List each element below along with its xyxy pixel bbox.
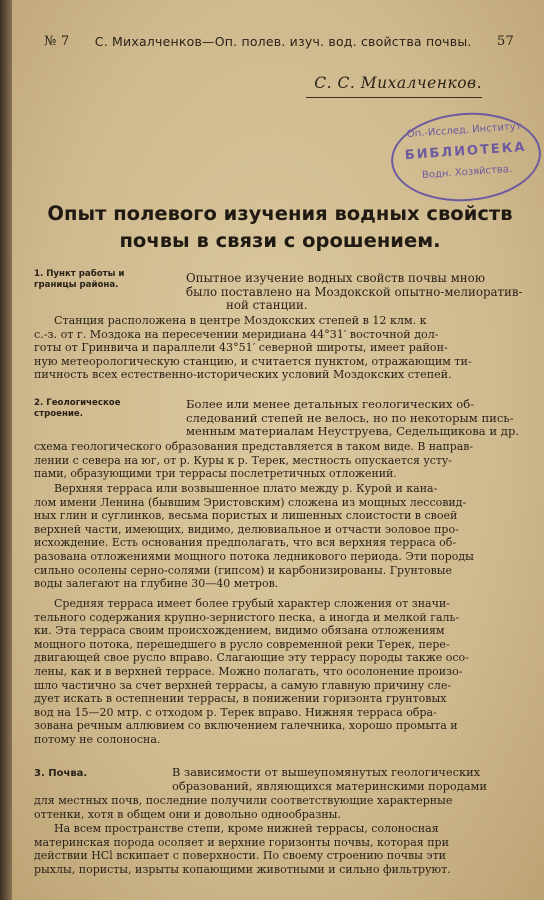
text-line: пичность всех естественно-исторических условий Моздокских степей. [34,368,452,382]
text-line: Средняя терраса имеет более грубый характер сложения от значи- [54,597,450,610]
paragraph-3b [34,440,514,481]
text-line: лены, как и в верхней террасе. Можно полагать, что осолонение произо- [34,664,463,678]
text-line: для местных почв, последние получили соответствующие характерные [34,794,453,807]
text-line: лении с севера на юг, от р. Куры к р. Терек, местность опускается усту- [34,453,452,467]
text-line: пами, образующими три террасы послетретичных отложений. [34,467,397,481]
text-line: ных глин и суглинков, весьма пористых и лишенных слоистости в своей [34,509,458,523]
stamp-line-3: Водн. Хозяйства. [421,163,513,182]
title-line-1: Опыт полевого изучения водных свойств [47,202,513,225]
text-line: исхождение. Есть основания предполагать, что вся верхняя терраса об- [34,536,457,550]
stamp-line-2: БИБЛИОТЕКА [404,139,527,164]
text-line: В зависимости от вышеупомянутых геологических [172,765,481,779]
binding-gutter [0,0,12,900]
stamp-line-1: Оп.-Исслед. Институт [406,121,522,141]
text-line: было поставлено на Моздокской опытно-мелиоратив- [186,284,523,299]
text-line: На всем пространстве степи, кроме нижней террасы, солоносная [54,822,439,835]
text-line: следований степей не велось, но по некоторым пись- [186,410,514,425]
text-line: зована речным аллювием со включением галечника, хорошо промыта и [34,719,458,733]
text-line: материнская порода осоляет и верхние горизонты почвы, которая при [34,835,449,849]
paragraph-3a [186,397,520,439]
text-line: действии HCl вскипает с поверхности. По своему строению почвы эти [34,849,446,863]
text-line: менным материалам Неуструева, Седельщикова и др. [186,424,520,439]
text-line: шло частично за счет верхней террасы, а самую главную причину сле- [34,678,452,692]
text-line: вод на 15—20 мтр. с отходом р. Терек вправо. Нижняя терраса обра- [34,705,437,719]
text-line: Более или менее детальных геологических об- [186,397,475,411]
section-3-label: 3. Почва. [34,768,88,779]
article-title [30,200,530,254]
paragraph-7 [34,822,514,876]
paragraph-5 [34,597,514,747]
paragraph-1 [186,271,523,313]
text-line: ную метеорологическую станцию, и считается пунктом, отражающим ти- [34,354,472,368]
text-line: оттенки, хотя в общем они и довольно однообразны. [34,807,341,821]
text-line: потому не солоноcна. [34,732,161,746]
running-title: С. Михалченков—Оп. полев. изуч. вод. свойства почвы. [94,34,472,49]
text-line: двигающей свое русло вправо. Слагающие эту террасу породы также осо- [34,651,469,665]
text-line: верхней части, имеющих, видимо, делювиальное и отчасти эоловое про- [34,522,459,536]
text-line: рыхлы, пористы, изрыты копающими животными и сильно фильтруют. [34,862,451,876]
paragraph-6b [34,794,514,821]
page-number: 57 [497,34,514,49]
paragraph-2 [34,314,514,382]
text-line: воды залегают на глубине 30—40 метров. [34,577,279,591]
text-line: лом имени Ленина (бывшим Эристовским) сложена из мощных лессовид- [34,495,467,509]
text-line: дует искать в остепнении террасы, в понижении горизонта грунтовых [34,692,447,706]
text-line: Опытное изучение водных свойств почвы мною [186,271,485,285]
text-line: готы от Гринвича и параллели 43°51′ северной широты, имеет район- [34,341,448,355]
text-line: сильно осолены серно-солями (гипсом) и карбонизированы. Грунтовые [34,563,453,577]
text-line: образований, являющихся материнскими породами [172,778,488,793]
library-stamp [388,108,544,206]
text-line: схема геологического образования представляется в таком виде. В направ- [34,440,474,453]
text-line: Станция расположена в центре Моздокских степей в 12 клм. к [54,314,427,327]
text-line: Верхняя терраса или возвышенное плато между р. Курой и кана- [54,482,438,495]
page-header [44,34,514,49]
author-name: С. С. Михалченков. [314,74,482,92]
title-line-2: почвы в связи с орошением. [119,229,441,252]
issue-number: № 7 [44,34,70,49]
text-line: разована отложениями мощного потока ледникового периода. Эти породы [34,549,474,563]
section-1-label: 1. Пункт работы и границы района. [34,269,125,290]
paragraph-4 [34,482,514,591]
text-line: тельного содержания крупно-зернистого песка, а иногда и мелкой галь- [34,610,460,624]
text-line: ки. Эта терраса своим происхождением, видимо обязана отложениям [34,624,445,638]
text-line: ной станции. [226,298,308,313]
section-2-label: 2. Геологическое строение. [34,398,121,419]
paragraph-6a [172,766,512,793]
text-line: мощного потока, перешедшего в русло современной реки Терек, пере- [34,637,450,651]
author-underline [306,97,482,98]
text-line: с.-з. от г. Моздока на пересечении меридиана 44°31′ восточной дол- [34,327,439,341]
